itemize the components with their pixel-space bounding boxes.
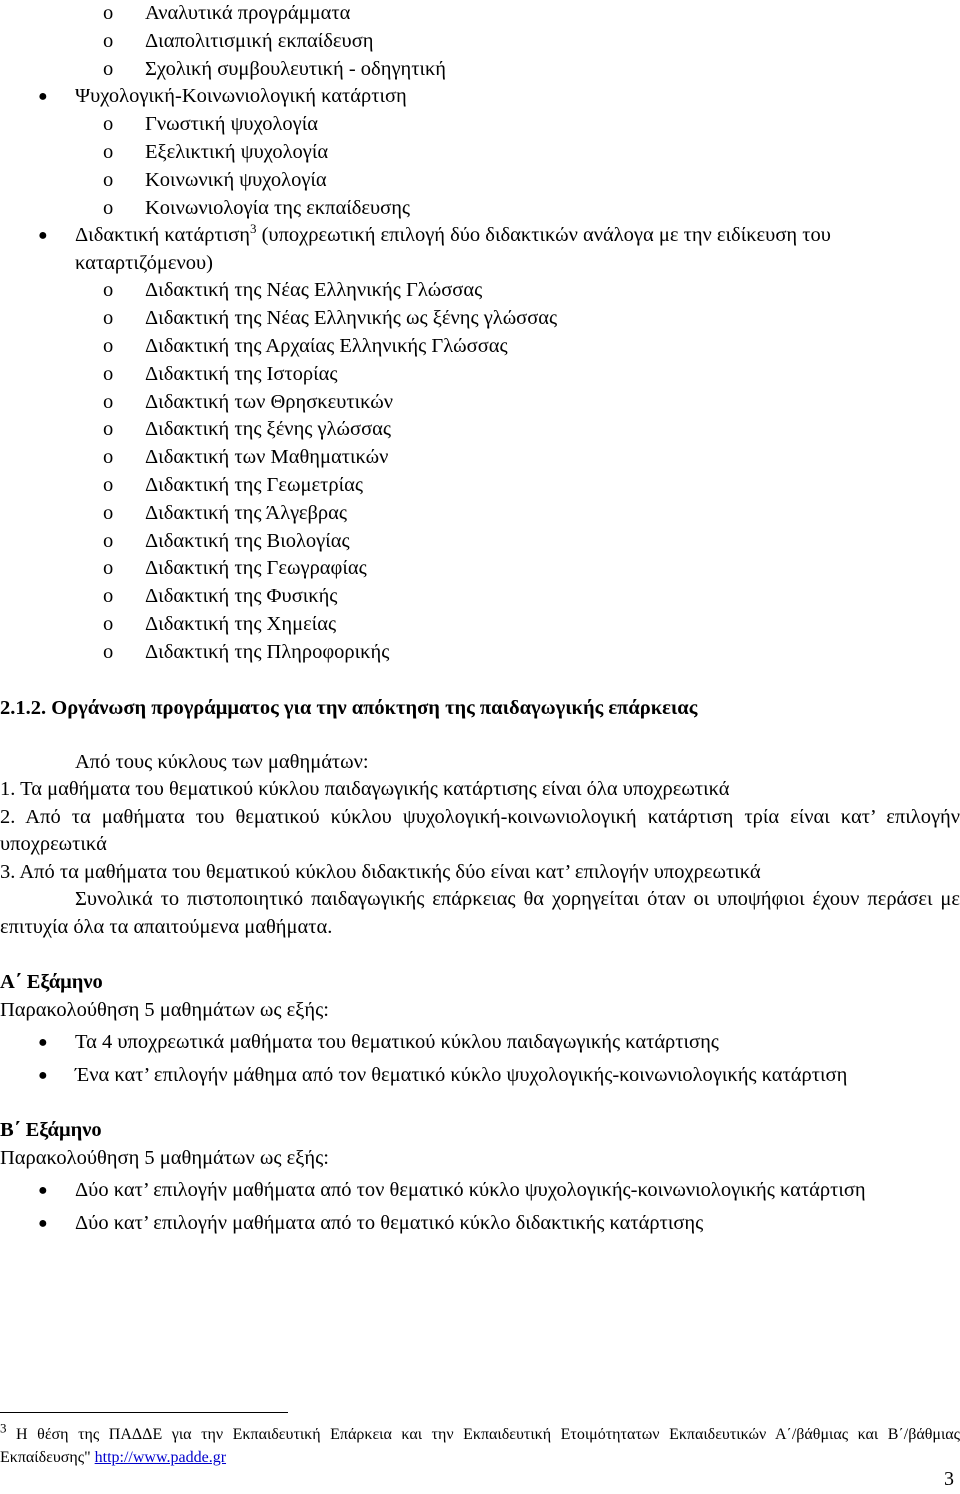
list-item: o Κοινωνιολογία της εκπαίδευσης [0,195,960,223]
list-item: ● Δύο κατ’ επιλογήν μαθήματα από τον θεματικό κύκλο ψυχολογικής-κοινωνιολογικής κατάρτιση [0,1177,960,1205]
footnote-number: 3 [0,1420,7,1436]
footnote: $^3$ Η θέση της ΠΑΔΔΕ για την Εκπαιδευτική Επάρκεια και την Εκπαιδευτική Ετοιμότητατων Εκπαιδευτικών Α΄/βάθμιας και Β΄/βάθμιας Εκπαίδευσης" http://www.padde.gr [0,1420,960,1466]
bullet-icon: ● [38,227,48,245]
footnote-divider [0,1412,288,1413]
list-item: ● Ένα κατ’ επιλογήν μάθημα από τον θεματικό κύκλο ψυχολογικής-κοινωνιολογικής κατάρτιση [0,1062,960,1090]
list-marker: o [103,446,114,469]
list-marker: o [103,585,114,608]
list-item: o Διδακτική των Θρησκευτικών [0,389,960,417]
list-item: o Διδακτική της Γεωγραφίας [0,555,960,583]
list-item: o Διδακτική της ξένης γλώσσας [0,416,960,444]
list-item: ● Τα 4 υποχρεωτικά μαθήματα του θεματικού κύκλου παιδαγωγικής κατάρτισης [0,1029,960,1057]
list-marker: o [103,640,114,663]
psych-list [0,111,960,222]
list-item: o Διδακτική της Βιολογίας [0,528,960,556]
list-marker: o [103,557,114,580]
list-marker: o [103,612,114,635]
list-item: o Εξελικτική ψυχολογία [0,139,960,167]
list-marker: o [103,334,114,357]
list-marker: o [103,57,114,80]
list-item: o Διδακτική της Φυσικής [0,583,960,611]
semester-a-intro: Παρακολούθηση 5 μαθημάτων ως εξής: [0,998,329,1021]
bullet-icon: ● [38,1034,48,1052]
list-marker: o [103,279,114,302]
section-point: 2. Από τα μαθήματα του θεματικού κύκλου ψυχολογική-κοινωνιολογική κατάρτιση τρία είναι κατ’ επιλογήν υποχρεωτικά [0,805,960,856]
list-marker: o [103,140,114,163]
footnote-ref[interactable]: 3 [249,221,257,237]
didact-list [0,277,960,666]
semester-b-intro: Παρακολούθηση 5 μαθημάτων ως εξής: [0,1146,329,1169]
list-item: o Διδακτική της Άλγεβρας [0,500,960,528]
list-item: o Διδακτική της Ιστορίας [0,361,960,389]
list-marker: o [103,113,114,136]
section-intro: Από τους κύκλους των μαθημάτων: [75,750,369,773]
bullet-icon: ● [38,1066,48,1084]
list-item: o Διδακτική των Μαθηματικών [0,444,960,472]
section-heading: 2.1.2. Οργάνωση προγράμματος για την απόκτηση της παιδαγωγικής επάρκειας [0,696,698,719]
footnote-link[interactable]: http://www.padde.gr [94,1449,227,1466]
semester-a-title: Α΄ Εξάμηνο [0,971,103,994]
list-marker: o [103,501,114,524]
list-item: o Διδακτική της Νέας Ελληνικής ως ξένης γλώσσας [0,305,960,333]
list-marker: o [103,418,114,441]
section-point: 1. Τα μαθήματα του θεματικού κύκλου παιδαγωγικής κατάρτισης είναι όλα υποχρεωτικά [0,778,730,801]
list-item: o Διδακτική της Νέας Ελληνικής Γλώσσας [0,277,960,305]
list-item: o Διαπολιτισμική εκπαίδευση [0,28,960,56]
section-point: 3. Από τα μαθήματα του θεματικού κύκλου διδακτικής δύο είναι κατ’ επιλογήν υποχρεωτικά [0,860,761,883]
list-item: o Διδακτική της Αρχαίας Ελληνικής Γλώσσας [0,333,960,361]
didact-heading: ● Διδακτική κατάρτιση$^3$ (υποχρεωτική επιλογή δύο διδακτικών ανάλογα με την ειδίκευση του καταρτιζόμενου) [38,221,831,274]
list-marker: o [103,473,114,496]
list-item: ● Δύο κατ’ επιλογήν μαθήματα από το θεματικό κύκλο διδακτικής κατάρτισης [0,1210,960,1238]
list-marker: o [103,362,114,385]
list-marker: o [103,29,114,52]
list-item: o Σχολική συμβουλευτική - οδηγητική [0,56,960,84]
list-item: o Αναλυτικά προγράμματα [0,0,960,28]
list-marker: o [103,307,114,330]
list-marker: o [103,390,114,413]
list-item: o Διδακτική της Πληροφορικής [0,639,960,667]
bullet-icon: ● [38,1214,48,1232]
list-marker: o [103,196,114,219]
list-item: o Γνωστική ψυχολογία [0,111,960,139]
list-item: o Διδακτική της Χημείας [0,611,960,639]
list-item: o Κοινωνική ψυχολογία [0,167,960,195]
bullet-icon: ● [38,1182,48,1200]
section-summary: Συνολικά το πιστοποιητικό παιδαγωγικής επάρκειας θα χορηγείται όταν οι υποψήφιοι έχουν περάσει με επιτυχία όλα τα απαιτούμενα μαθήματα. [0,888,960,938]
psych-heading: ● Ψυχολογική-Κοινωνιολογική κατάρτιση [0,83,960,111]
list-item: o Διδακτική της Γεωμετρίας [0,472,960,500]
page-number: 3 [944,1468,954,1490]
list-marker: o [103,168,114,191]
bullet-icon: ● [38,88,48,106]
list-marker: o [103,2,114,24]
intro-list [0,0,960,83]
semester-b-title: Β΄ Εξάμηνο [0,1119,102,1142]
list-marker: o [103,529,114,552]
